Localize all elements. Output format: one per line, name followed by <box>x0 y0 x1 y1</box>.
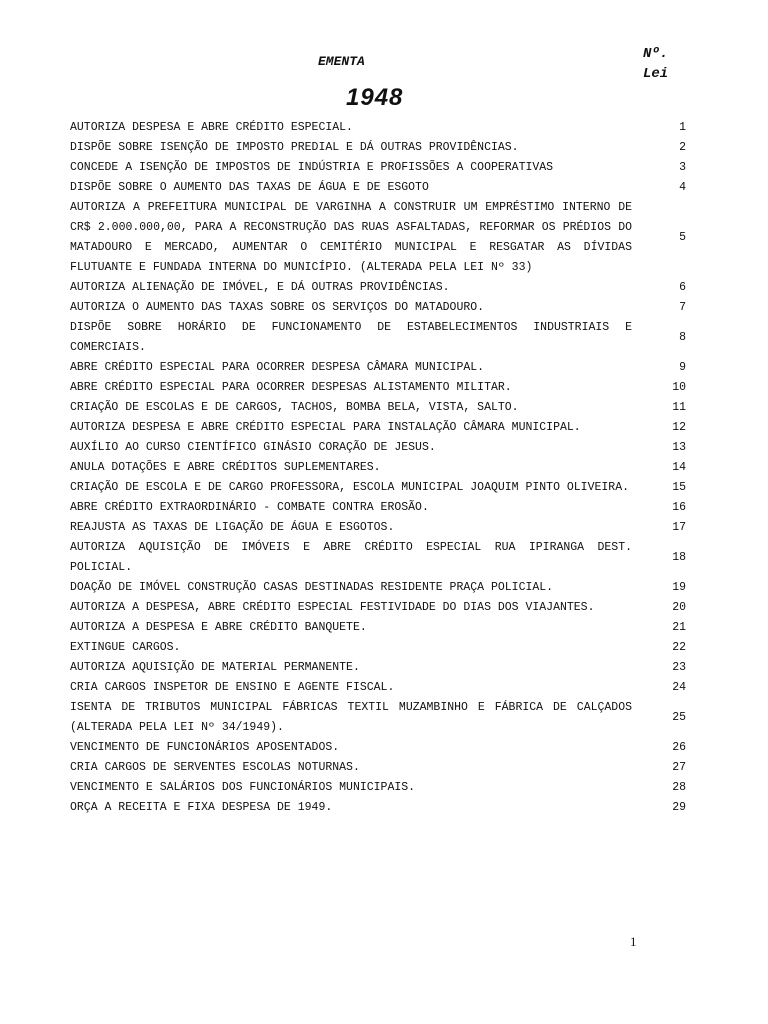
law-number: 28 <box>672 781 686 794</box>
law-number: 18 <box>672 551 686 564</box>
law-row <box>70 118 686 138</box>
year-heading: 1948 <box>346 84 404 111</box>
law-description: AUTORIZA DESPESA E ABRE CRÉDITO ESPECIAL PARA INSTALAÇÃO CÂMARA MUNICIPAL. <box>70 421 581 434</box>
law-row <box>70 518 686 538</box>
law-number: 8 <box>679 331 686 344</box>
law-number-heading-line1: Nº. <box>643 46 669 62</box>
law-row <box>70 298 686 318</box>
law-row <box>70 138 686 158</box>
law-row <box>70 738 686 758</box>
law-number: 5 <box>679 231 686 244</box>
law-number: 1 <box>679 121 686 134</box>
law-number-heading <box>643 44 668 84</box>
page-number: 1 <box>630 934 637 949</box>
law-row <box>70 158 686 178</box>
law-description: REAJUSTA AS TAXAS DE LIGAÇÃO DE ÁGUA E ESGOTOS. <box>70 521 395 534</box>
law-number: 6 <box>679 281 686 294</box>
law-description: AUTORIZA O AUMENTO DAS TAXAS SOBRE OS SERVIÇOS DO MATADOURO. <box>70 301 485 314</box>
law-row <box>70 498 686 518</box>
law-row <box>70 458 686 478</box>
law-number: 26 <box>672 741 686 754</box>
law-description: ABRE CRÉDITO EXTRAORDINÁRIO - COMBATE CONTRA EROSÃO. <box>70 501 429 514</box>
law-row <box>70 438 686 458</box>
law-number: 13 <box>672 441 686 454</box>
law-number: 20 <box>672 601 686 614</box>
law-row <box>70 318 686 358</box>
law-row <box>70 678 686 698</box>
law-description: AUXÍLIO AO CURSO CIENTÍFICO GINÁSIO CORAÇÃO DE JESUS. <box>70 441 436 454</box>
law-number: 19 <box>672 581 686 594</box>
law-description: CONCEDE A ISENÇÃO DE IMPOSTOS DE INDÚSTRIA E PROFISSÕES A COOPERATIVAS <box>70 161 554 174</box>
law-number: 7 <box>679 301 686 314</box>
law-description: DISPÕE SOBRE HORÁRIO DE FUNCIONAMENTO DE ESTABELECIMENTOS INDUSTRIAIS E COMERCIAIS. <box>70 321 632 354</box>
law-description: DISPÕE SOBRE O AUMENTO DAS TAXAS DE ÁGUA E DE ESGOTO <box>70 181 429 194</box>
law-row <box>70 178 686 198</box>
law-number: 15 <box>672 481 686 494</box>
law-row <box>70 638 686 658</box>
law-description: AUTORIZA A DESPESA, ABRE CRÉDITO ESPECIAL FESTIVIDADE DO DIAS DOS VIAJANTES. <box>70 601 595 614</box>
law-number: 22 <box>672 641 686 654</box>
law-description: ABRE CRÉDITO ESPECIAL PARA OCORRER DESPESA CÂMARA MUNICIPAL. <box>70 361 485 374</box>
law-description: EXTINGUE CARGOS. <box>70 641 181 654</box>
law-description: DISPÕE SOBRE ISENÇÃO DE IMPOSTO PREDIAL E DÁ OUTRAS PROVIDÊNCIAS. <box>70 141 519 154</box>
law-row <box>70 578 686 598</box>
law-number: 4 <box>679 181 686 194</box>
law-row <box>70 778 686 798</box>
law-row <box>70 398 686 418</box>
law-description: AUTORIZA AQUISIÇÃO DE IMÓVEIS E ABRE CRÉDITO ESPECIAL RUA IPIRANGA DEST. POLICIAL. <box>70 541 632 574</box>
law-number: 17 <box>672 521 686 534</box>
law-description: AUTORIZA ALIENAÇÃO DE IMÓVEL, E DÁ OUTRAS PROVIDÊNCIAS. <box>70 281 450 294</box>
law-number: 9 <box>679 361 686 374</box>
law-row <box>70 538 686 578</box>
law-description: ANULA DOTAÇÕES E ABRE CRÉDITOS SUPLEMENTARES. <box>70 461 381 474</box>
law-number: 23 <box>672 661 686 674</box>
law-description: AUTORIZA A DESPESA E ABRE CRÉDITO BANQUETE. <box>70 621 367 634</box>
law-description: ABRE CRÉDITO ESPECIAL PARA OCORRER DESPESAS ALISTAMENTO MILITAR. <box>70 381 512 394</box>
law-row <box>70 698 686 738</box>
law-number: 25 <box>672 711 686 724</box>
law-number: 2 <box>679 141 686 154</box>
law-row <box>70 278 686 298</box>
law-number-heading-line2: Lei <box>643 66 669 82</box>
law-number: 29 <box>672 801 686 814</box>
law-description: CRIA CARGOS INSPETOR DE ENSINO E AGENTE FISCAL. <box>70 681 395 694</box>
law-number: 11 <box>672 401 686 414</box>
law-description: ORÇA A RECEITA E FIXA DESPESA DE 1949. <box>70 801 333 814</box>
law-description: AUTORIZA A PREFEITURA MUNICIPAL DE VARGINHA A CONSTRUIR UM EMPRÉSTIMO INTERNO DE CR$ 2.000.000,00, PARA A RECONSTRUÇÃO DAS RUAS ASFALTADAS, REFORMAR OS PRÉDIOS DO MATADOURO E MERCADO, AUMENTAR O CEMITÉRIO MUNICIPAL E RESGATAR AS DÍVIDAS FLUTUANTE E FUNDADA INTERNA DO MUNICÍPIO. (ALTERADA PELA LEI Nº 33) <box>70 201 632 274</box>
law-number: 3 <box>679 161 686 174</box>
law-row <box>70 598 686 618</box>
law-description: CRIA CARGOS DE SERVENTES ESCOLAS NOTURNAS. <box>70 761 360 774</box>
law-number: 21 <box>672 621 686 634</box>
law-row <box>70 758 686 778</box>
law-list <box>70 118 686 818</box>
law-description: CRIAÇÃO DE ESCOLAS E DE CARGOS, TACHOS, BOMBA BELA, VISTA, SALTO. <box>70 401 519 414</box>
page-header <box>0 0 768 118</box>
law-number: 16 <box>672 501 686 514</box>
law-description: ISENTA DE TRIBUTOS MUNICIPAL FÁBRICAS TEXTIL MUZAMBINHO E FÁBRICA DE CALÇADOS (ALTERADA PELA LEI Nº 34/1949). <box>70 701 632 734</box>
law-row <box>70 418 686 438</box>
law-number: 24 <box>672 681 686 694</box>
law-row <box>70 198 686 278</box>
law-row <box>70 798 686 818</box>
law-description: VENCIMENTO E SALÁRIOS DOS FUNCIONÁRIOS MUNICIPAIS. <box>70 781 416 794</box>
law-description: VENCIMENTO DE FUNCIONÁRIOS APOSENTADOS. <box>70 741 340 754</box>
law-number: 12 <box>672 421 686 434</box>
law-description: AUTORIZA AQUISIÇÃO DE MATERIAL PERMANENTE. <box>70 661 360 674</box>
ementa-heading: EMENTA <box>318 54 365 69</box>
law-row <box>70 478 686 498</box>
law-description: CRIAÇÃO DE ESCOLA E DE CARGO PROFESSORA, ESCOLA MUNICIPAL JOAQUIM PINTO OLIVEIRA. <box>70 481 629 494</box>
law-row <box>70 658 686 678</box>
law-description: AUTORIZA DESPESA E ABRE CRÉDITO ESPECIAL. <box>70 121 353 134</box>
law-row <box>70 358 686 378</box>
law-number: 14 <box>672 461 686 474</box>
law-row <box>70 378 686 398</box>
law-description: DOAÇÃO DE IMÓVEL CONSTRUÇÃO CASAS DESTINADAS RESIDENTE PRAÇA POLICIAL. <box>70 581 554 594</box>
law-number: 27 <box>672 761 686 774</box>
law-number: 10 <box>672 381 686 394</box>
law-row <box>70 618 686 638</box>
